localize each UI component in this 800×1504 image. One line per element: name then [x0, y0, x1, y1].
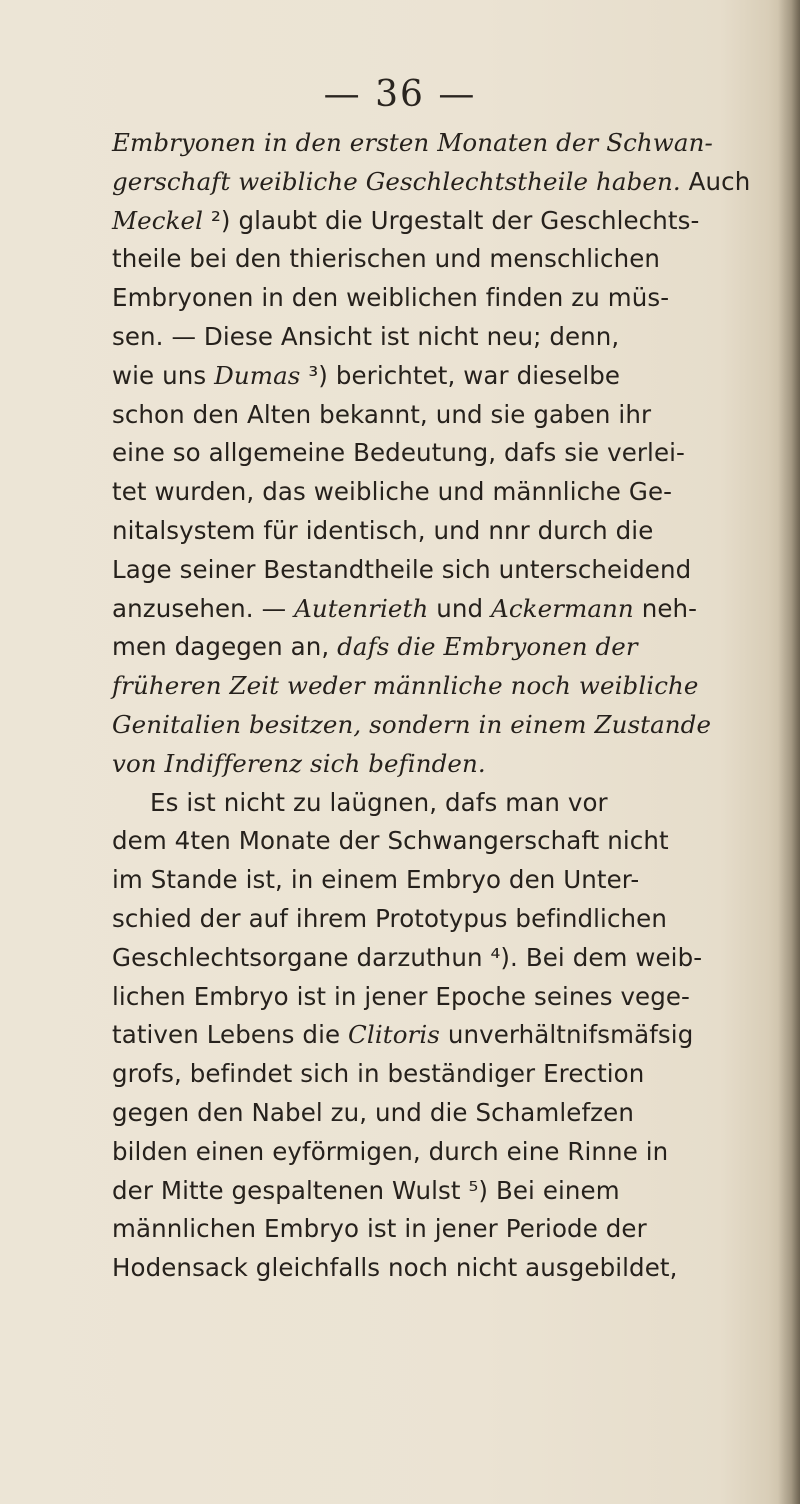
text-line — [112, 1210, 778, 1249]
text-line — [112, 551, 778, 590]
roman-text: und — [428, 593, 492, 623]
roman-text: nitalsystem für identisch, und nnr durch die — [112, 515, 654, 545]
roman-text: gegen den Nabel zu, und die Schamlefzen — [112, 1097, 634, 1127]
roman-text: neh- — [633, 593, 698, 623]
text-line — [112, 1133, 778, 1172]
text-line — [112, 279, 778, 318]
roman-text: Hodensack gleichfalls noch nicht ausgebildet, — [112, 1253, 678, 1283]
roman-text: tativen Lebens die — [112, 1020, 349, 1050]
italic-text: früheren Zeit weder männliche noch weibliche — [112, 671, 699, 701]
text-line — [112, 1094, 778, 1133]
roman-text: grofs, befindet sich in beständiger Erection — [112, 1059, 645, 1089]
italic-text: von Indifferenz sich befinden. — [112, 748, 486, 778]
roman-text: tet wurden, das weibliche und männliche Ge- — [112, 477, 673, 507]
page-edge-shadow — [778, 0, 800, 1504]
italic-text: gerschaft weibliche Geschlechtstheile haben. — [112, 166, 681, 196]
text-line — [112, 318, 778, 357]
roman-text: Auch — [680, 166, 751, 196]
roman-text: eine so allgemeine Bedeutung, dafs sie verlei- — [112, 438, 685, 468]
roman-text: wie uns — [112, 360, 215, 390]
text-line — [112, 900, 778, 939]
text-line — [112, 473, 778, 512]
italic-text: Autenrieth — [294, 593, 429, 623]
text-line — [112, 202, 778, 241]
text-line — [112, 590, 778, 629]
body-text — [112, 124, 778, 1288]
text-line — [112, 861, 778, 900]
roman-text: ²) glaubt die Urgestalt der Geschlechts- — [203, 205, 700, 235]
italic-text: Genitalien besitzen, sondern in einem Zustande — [112, 709, 712, 739]
italic-text: Ackermann — [491, 593, 634, 623]
roman-text: Geschlechtsorgane darzuthun ⁴). Bei dem weib- — [112, 942, 703, 972]
roman-text: dem 4ten Monate der Schwangerschaft nicht — [112, 826, 669, 856]
text-line — [112, 240, 778, 279]
italic-text: Dumas — [214, 360, 301, 390]
italic-text: dafs die Embryonen der — [337, 632, 638, 662]
text-line — [112, 163, 778, 202]
italic-text: Clitoris — [348, 1020, 440, 1050]
roman-text: schon den Alten bekannt, und sie gaben ihr — [112, 399, 652, 429]
roman-text: männlichen Embryo ist in jener Periode der — [112, 1214, 647, 1244]
text-line — [112, 822, 778, 861]
roman-text: unverhältnifsmäfsig — [439, 1020, 694, 1050]
text-line — [112, 1172, 778, 1211]
text-line — [112, 396, 778, 435]
text-line — [112, 1016, 778, 1055]
roman-text: schied der auf ihrem Prototypus befindlichen — [112, 903, 667, 933]
roman-text: ³) berichtet, war dieselbe — [300, 360, 621, 390]
text-line — [112, 1055, 778, 1094]
roman-text: Lage seiner Bestandtheile sich unterscheidend — [112, 554, 692, 584]
roman-text: der Mitte gespaltenen Wulst ⁵) Bei einem — [112, 1175, 620, 1205]
text-line — [112, 628, 778, 667]
page-number: — 36 — — [323, 74, 477, 115]
roman-text: im Stande ist, in einem Embryo den Unter- — [112, 865, 640, 895]
text-line — [112, 434, 778, 473]
roman-text: Es ist nicht zu laügnen, dafs man vor — [150, 787, 608, 817]
roman-text: bilden einen eyförmigen, durch eine Rinne in — [112, 1136, 669, 1166]
italic-text: Embryonen in den ersten Monaten der Schwan- — [112, 128, 713, 157]
roman-text: theile bei den thierischen und menschlichen — [112, 244, 661, 274]
text-line — [112, 939, 778, 978]
roman-text: anzusehen. — — [112, 593, 295, 623]
text-line — [112, 745, 778, 784]
text-line — [112, 667, 778, 706]
roman-text: men dagegen an, — [112, 632, 338, 662]
text-line — [112, 784, 778, 823]
italic-text: Meckel — [112, 205, 204, 235]
roman-text: sen. — Diese Ansicht ist nicht neu; denn, — [112, 321, 620, 351]
roman-text: Embryonen in den weiblichen finden zu müs- — [112, 283, 670, 313]
roman-text: lichen Embryo ist in jener Epoche seines vege- — [112, 981, 690, 1011]
text-line — [112, 1249, 778, 1288]
text-line — [112, 978, 778, 1017]
text-line — [112, 512, 778, 551]
text-line — [112, 706, 778, 745]
text-line — [112, 357, 778, 396]
text-line — [112, 124, 778, 163]
